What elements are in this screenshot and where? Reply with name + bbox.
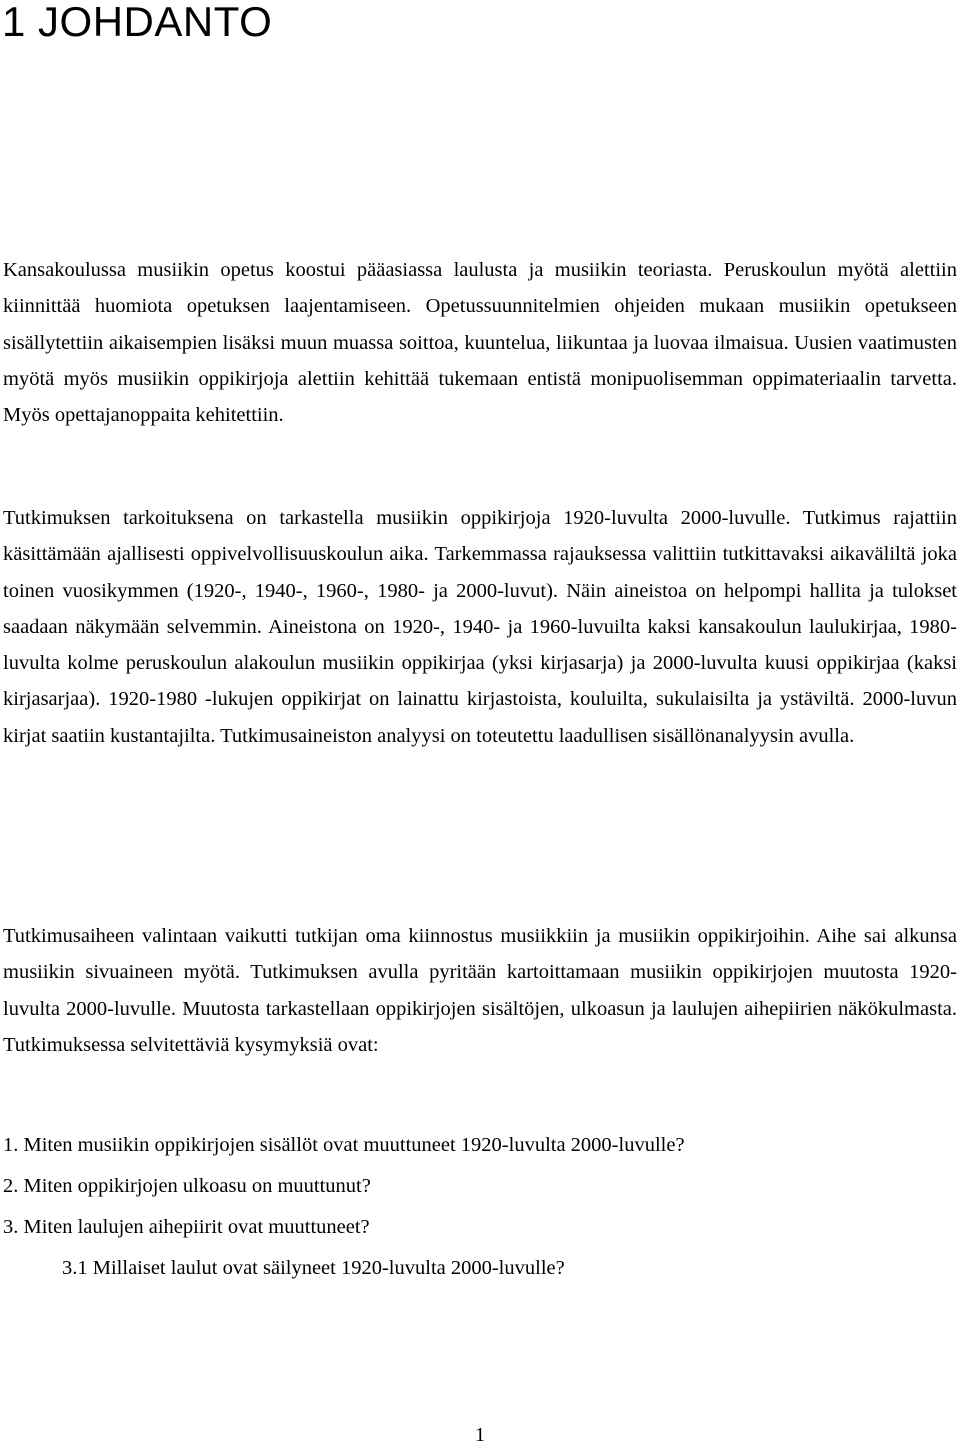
page-number: 1 xyxy=(474,1424,486,1446)
paragraph-motivation: Tutkimusaiheen valintaan vaikutti tutkijan oma kiinnostus musiikkiin ja musiikin oppikirjoihin. Aihe sai alkunsa musiikin sivuaineen myötä. Tutkimuksen avulla pyritään kartoittamaan musiikin oppikirjojen muutosta 1920-luvulta 2000-luvulle. Muutosta tarkastellaan oppikirjojen sisältöjen, ulkoasun ja laulujen aihepiirien näkökulmasta. Tutkimuksessa selvitettäviä kysymyksiä ovat: xyxy=(3,925,957,1056)
research-question: 2. Miten oppikirjojen ulkoasu on muuttunut? xyxy=(3,1175,371,1197)
research-subquestion: 3.1 Millaiset laulut ovat säilyneet 1920-luvulta 2000-luvulle? xyxy=(62,1257,565,1279)
research-questions-list xyxy=(3,1125,957,1289)
research-question: 1. Miten musiikin oppikirjojen sisällöt ovat muuttuneet 1920-luvulta 2000-luvulle? xyxy=(3,1134,685,1156)
page-title: 1 JOHDANTO xyxy=(2,0,273,45)
paragraph-intro: Kansakoulussa musiikin opetus koostui pääasiassa laulusta ja musiikin teoriasta. Peruskoulun myötä alettiin kiinnittää huomiota opetuksen laajentamiseen. Opetussuunnitelmien ohjeiden mukaan musiikin opetukseen sisällytettiin aikaisempien lisäksi muun muassa soittoa, kuuntelua, liikuntaa ja luovaa ilmaisua. Uusien vaatimusten myötä myös musiikin oppikirjoja alettiin kehittää tukemaan entistä monipuolisemman oppimateriaalin tarvetta. Myös opettajanoppaita kehitettiin. xyxy=(3,259,957,427)
paragraph-purpose: Tutkimuksen tarkoituksena on tarkastella musiikin oppikirjoja 1920-luvulta 2000-luvulle. Tutkimus rajattiin käsittämään ajallisesti oppivelvollisuuskoulun aika. Tarkemmassa rajauksessa valittiin tutkittavaksi aikaväliltä joka toinen vuosikymmen (1920-, 1940-, 1960-, 1980- ja 2000-luvut). Näin aineistoa on helpompi hallita ja tulokset saadaan näkymään selvemmin. Aineistona on 1920-, 1940- ja 1960-luvuilta kaksi kansakoulun laulukirjaa, 1980-luvulta kolme peruskoulun alakoulun musiikin oppikirjaa (yksi kirjasarja) ja 2000-luvulta kuusi oppikirjaa (kaksi kirjasarjaa). 1920-1980 -lukujen oppikirjat on lainattu kirjastoista, kouluilta, sukulaisilta ja ystäviltä. 2000-luvun kirjat saatiin kustantajilta. Tutkimusaineiston analyysi on toteutettu laadullisen sisällönanalyysin avulla. xyxy=(3,507,957,747)
research-question: 3. Miten laulujen aihepiirit ovat muuttuneet? xyxy=(3,1216,370,1238)
